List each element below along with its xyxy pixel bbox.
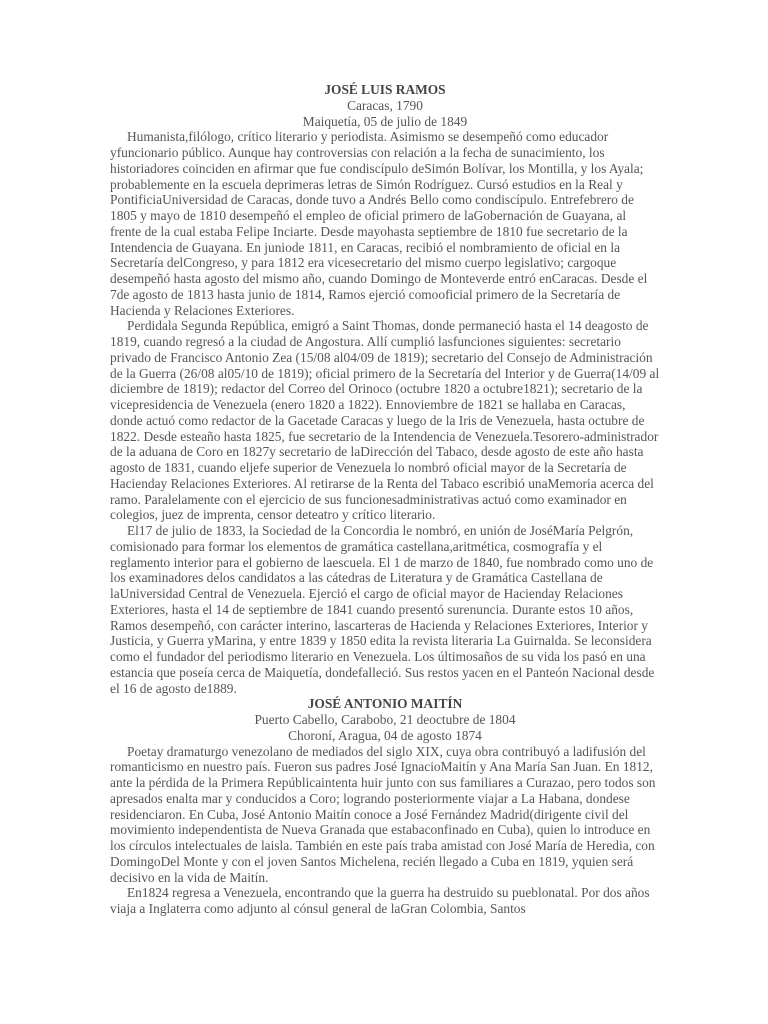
biography-title: JOSÉ LUIS RAMOS [324, 82, 446, 97]
death-info: Choroní, Aragua, 04 de agosto 1874 [288, 727, 482, 743]
paragraph: El17 de julio de 1833, la Sociedad de la Concordia le nombró, en unión de JoséMaría Pelgrón, comisionado para formar los elementos de gramática castellana,aritmética, cosmografía y el reglamento interior para el gobierno de laescuela. El 1 de marzo de 1840, fue nombrado como uno de los examinadores delos candidatos a las cátedras de Literatura y de Gramática Castellana de laUniversidad Central de Venezuela. Ejerció el cargo de oficial mayor de Haciendaу Relaciones Exteriores, hasta el 14 de septiembre de 1841 cuando presentó surenuncia. Durante estos 10 años, Ramos desempeñó, con carácter interino, lascarteras de Hacienda y Relaciones Exteriores, Interior y Justicia, y Guerra yMarina, y entre 1839 y 1850 edita la revista literaria La Guirnalda. Se leconsidera como el fundador del periodismo literario en Venezuela. Los últimosaños de su vida los pasó en una estancia que poseía cerca de Maiquetía, dondefalleció. Sus restos yacen en el Panteón Nacional desde el 16 de agosto de1889. [110, 523, 655, 696]
biography-jose-luis-ramos [110, 82, 660, 696]
document-page [110, 82, 660, 917]
birth-info: Puerto Cabello, Carabobo, 21 deoctubre de 1804 [254, 712, 516, 727]
paragraph: En1824 regresa a Venezuela, encontrando que la guerra ha destruido su pueblonatal. Por dos años viaja a Inglaterra como adjunto al cónsul general de laGran Colombia, Santos [110, 885, 650, 916]
death-info: Maiquetía, 05 de julio de 1849 [302, 113, 468, 129]
paragraph: Poetay dramaturgo venezolano de mediados del siglo XIX, cuya obra contribuyó a ladifusión del romanticismo en nuestro país. Fueron sus padres José IgnacioMaitín y Ana María San Juan. En 1812, ante la pérdida de la Primera Repúblicaintenta huir junto con sus familiares a Curazao, pero todos son apresados enalta mar y conducidos a Coro; logrando posteriormente viajar a La Habana, dondese residenciaron. En Cuba, José Antonio Maitín conoce a José Fernández Madrid(dirigente civil del movimiento independentista de Nueva Granada que estabaconfinado en Cuba), quien lo introduce en los círculos intelectuales de laisla. También en este país traba amistad con José María de Heredia, con DomingoDel Monte y con el joven Santos Michelena, recién llegado a Cuba en 1819, yquien será decisivo en la vida de Maitín. [110, 743, 656, 885]
paragraph: Perdidala Segunda República, emigró a Saint Thomas, donde permaneció hasta el 14 deagosto de 1819, cuando regresó a la ciudad de Angostura. Allí cumplió lasfunciones siguientes: secretario privado de Francisco Antonio Zea (15/08 al04/09 de 1819); secretario del Consejo de Administración de la Guerra (26/08 al05/10 de 1819); oficial primero de la Secretaría del Interior y de Guerra(14/09 al diciembre de 1819); redactor del Correo del Orinoco (octubre 1820 a octubre1821); secretario de la vicepresidencia de Venezuela (enero 1820 a 1822). Ennoviembre de 1821 se hallaba en Caracas, donde actuó como redactor de la Gacetade Caracas y luego de la Iris de Venezuela, hasta octubre de 1822. Desde esteaño hasta 1825, fue secretario de la Intendencia de Venezuela.Tesorero-administrador de la aduana de Coro en 1827y secretario de laDirección del Tabaco, desde agosto de este año hasta agosto de 1831, cuando eljefe superior de Venezuela lo nombró oficial mayor de la Secretaría de Haciendaу Relaciones Exteriores. Al retirarse de la Renta del Tabaco escribió unaMemoria acerca del ramo. Paralelamente con el ejercicio de sus funcionesadministrativas actuó como examinador en colegios, juez de imprenta, censor deteatro y crítico literario. [110, 318, 660, 523]
birth-info: Caracas, 1790 [347, 97, 423, 113]
biography-jose-antonio-maitin [110, 696, 660, 917]
biography-title: JOSÉ ANTONIO MAITÍN [307, 696, 463, 712]
paragraph: Humanista,filólogo, crítico literario y periodista. Asimismo se desempeñó como educador yfuncionario público. Aunque hay controversias con relación a la fecha de sunacimiento, los historiadores coinciden en afirmar que fue condiscípulo deSimón Bolívar, los Montilla, y los Ayala; probablemente en la escuela deprimeras letras de Simón Rodríguez. Cursó estudios en la Real y PontificiaUniversidad de Caracas, donde tuvo a Andrés Bello como condiscípulo. Entrefebrero de 1805 y mayo de 1810 desempeñó el empleo de oficial primero de laGobernación de Guayana, al frente de la cual estaba Felipe Inciarte. Desde mayohasta septiembre de 1810 fue secretario de la Intendencia de Guayana. En juniode 1811, en Caracas, recibió el nombramiento de oficial en la Secretaría delCongreso, y para 1812 era vicesecretario del mismo cuerpo legislativo; cargoque desempeñó hasta agosto del mismo año, cuando Domingo de Monteverde entró enCaracas. Desde el 7de agosto de 1813 hasta junio de 1814, Ramos ejerció comooficial primero de la Secretaría de Hacienda y Relaciones Exteriores. [110, 129, 648, 318]
